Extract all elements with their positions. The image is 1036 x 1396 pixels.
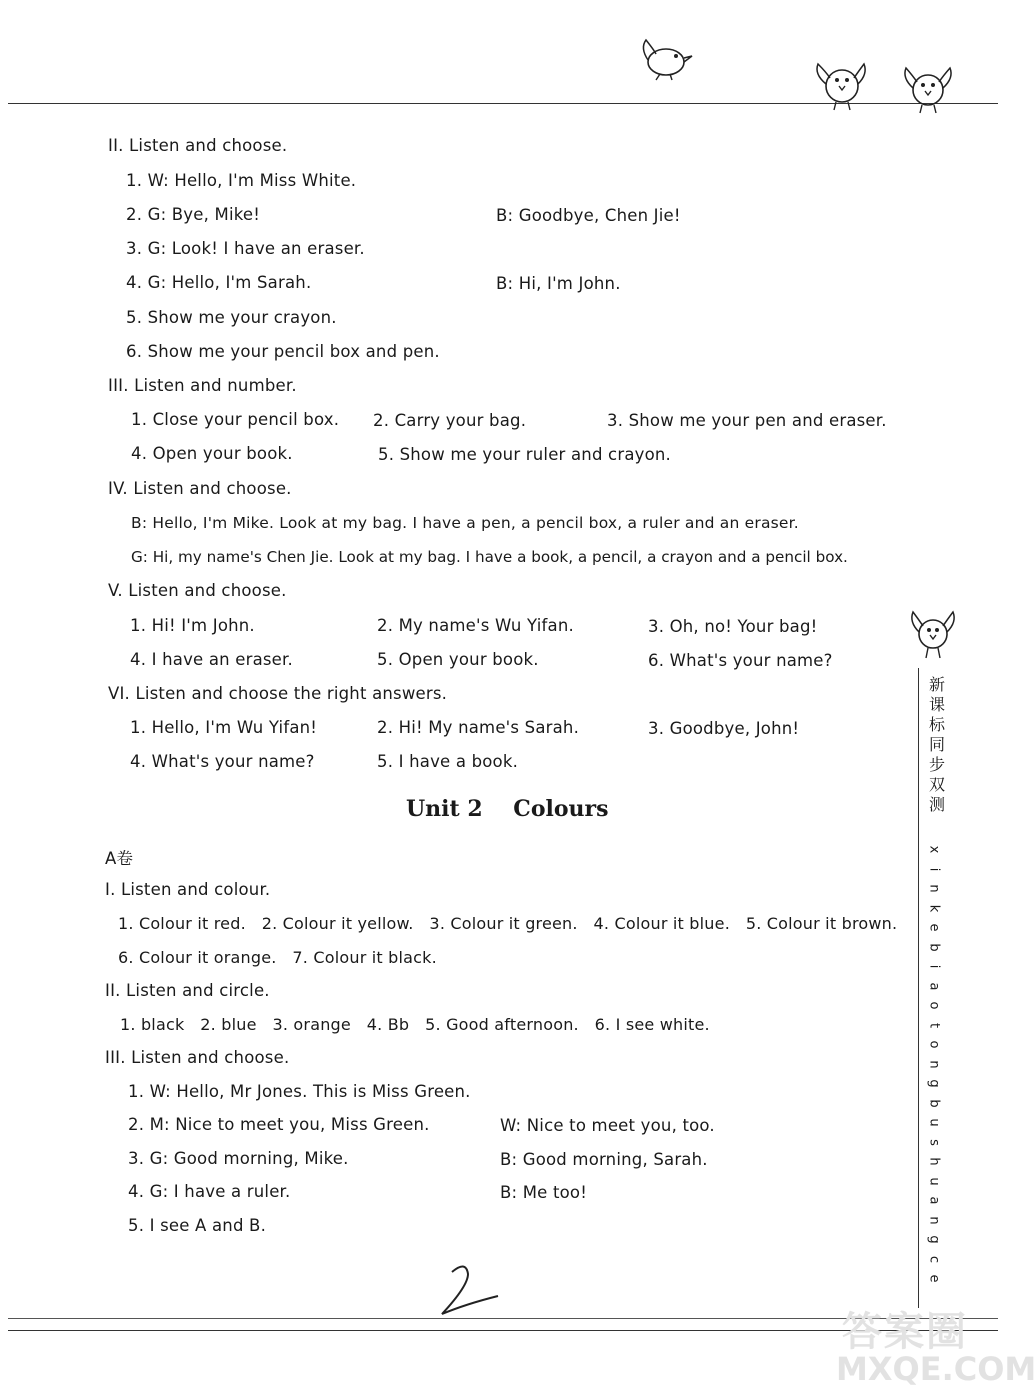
list-item: 5. Show me your ruler and crayon. [378,445,671,464]
side-pinyin-char: e [926,1274,942,1283]
list-item: 1. Colour it red. 2. Colour it yellow. 3. Colour it green. 4. Colour it blue. 5. Colour it brown. [118,914,898,933]
side-pinyin-char: a [926,982,942,990]
side-title-char: 课 [928,695,945,714]
list-item: 1. Hi! I'm John. [130,616,255,635]
section-title: II. Listen and choose. [108,136,288,155]
side-pinyin-char: t [926,1022,942,1028]
side-pinyin-char: u [926,1118,942,1127]
list-item: 6. Show me your pencil box and pen. [126,342,440,361]
side-title-char: 新 [928,675,945,694]
list-item: 4. I have an eraser. [130,650,293,669]
side-pinyin-char: c [926,1255,942,1263]
section-title: IV. Listen and choose. [108,479,292,498]
list-item: 3. G: Good morning, Mike. [128,1149,349,1168]
list-item: 1. W: Hello, I'm Miss White. [126,171,357,190]
list-item: 5. Show me your crayon. [126,308,337,327]
list-item: 1. Close your pencil box. [131,410,340,429]
bird-icon-small [636,36,696,82]
list-item: 2. Hi! My name's Sarah. [377,718,580,737]
side-title-char: 测 [928,795,945,814]
side-pinyin-char: i [926,964,942,969]
list-item: B: Good morning, Sarah. [500,1150,708,1169]
list-item: 3. Oh, no! Your bag! [648,617,818,636]
bird-icon-side [908,606,958,662]
list-item: 1. W: Hello, Mr Jones. This is Miss Green. [128,1082,471,1101]
side-pinyin-char: s [926,1138,942,1146]
section-title: II. Listen and circle. [105,981,270,1000]
list-item: B: Goodbye, Chen Jie! [496,206,681,225]
side-pinyin-char: k [926,904,942,912]
side-title-char: 标 [928,715,945,734]
side-pinyin-char: n [926,884,942,893]
side-pinyin-char: b [926,942,942,952]
list-item: 6. What's your name? [648,651,833,670]
watermark-logo: 答案圈 [842,1309,968,1355]
list-item: 2. Carry your bag. [373,411,527,430]
list-item: 6. Colour it orange. 7. Colour it black. [118,948,437,967]
bird-icon-left [812,54,870,114]
list-item: B: Me too! [500,1183,588,1202]
side-pinyin-char: o [926,1001,942,1010]
side-pinyin-char: b [926,1098,942,1108]
side-pinyin-char: h [926,1157,942,1166]
side-title-char: 同 [928,735,945,754]
list-item: B: Hello, I'm Mike. Look at my bag. I have a pen, a pencil box, a ruler and an eraser. [131,514,799,532]
side-pinyin-char: a [926,1196,942,1205]
list-item: 5. Open your book. [377,650,539,669]
side-pinyin-char: n [926,1215,942,1225]
paper-label: A卷 [105,849,134,868]
section-title: V. Listen and choose. [108,581,287,600]
section-title: III. Listen and choose. [105,1048,290,1067]
list-item: 2. G: Bye, Mike! [126,205,261,224]
list-item: 5. I see A and B. [128,1216,267,1235]
list-item: 3. Goodbye, John! [648,719,800,738]
section-title: III. Listen and number. [108,376,297,395]
side-pinyin-char: g [926,1235,942,1244]
side-pinyin-char: i [926,867,942,871]
side-pinyin-char: n [926,1059,942,1069]
side-rule [918,668,919,1308]
bird-icon-right [900,60,956,116]
side-title-char: 双 [928,775,945,794]
side-pinyin-char: x [926,845,942,854]
section-title: VI. Listen and choose the right answers. [108,684,448,703]
list-item: 1. black 2. blue 3. orange 4. Bb 5. Good afternoon. 6. I see white. [120,1015,710,1034]
list-item: 4. What's your name? [130,752,315,771]
list-item: 4. Open your book. [131,444,293,463]
side-pinyin-char: e [926,923,942,932]
watermark-domain: MXQE.COM [836,1350,1036,1388]
list-item: 3. G: Look! I have an eraser. [126,239,365,258]
unit-title: Unit 2 Colours [406,796,609,822]
side-title-char: 步 [928,755,945,774]
list-item: W: Nice to meet you, too. [500,1116,715,1135]
side-pinyin-char: o [926,1040,942,1049]
side-pinyin-char: u [926,1176,942,1186]
list-item: 3. Show me your pen and eraser. [607,411,887,430]
list-item: 4. G: Hello, I'm Sarah. [126,273,312,292]
list-item: 2. My name's Wu Yifan. [377,616,574,635]
section-title: I. Listen and colour. [105,880,271,899]
list-item: 2. M: Nice to meet you, Miss Green. [128,1115,430,1134]
list-item: G: Hi, my name's Chen Jie. Look at my bag. I have a book, a pencil, a crayon and a pencil box. [131,548,848,566]
page-number [452,1270,471,1305]
list-item: 1. Hello, I'm Wu Yifan! [130,718,318,737]
list-item: 5. I have a book. [377,752,519,771]
list-item: 4. G: I have a ruler. [128,1182,291,1201]
list-item: B: Hi, I'm John. [496,274,621,293]
side-pinyin-char: g [926,1079,942,1088]
